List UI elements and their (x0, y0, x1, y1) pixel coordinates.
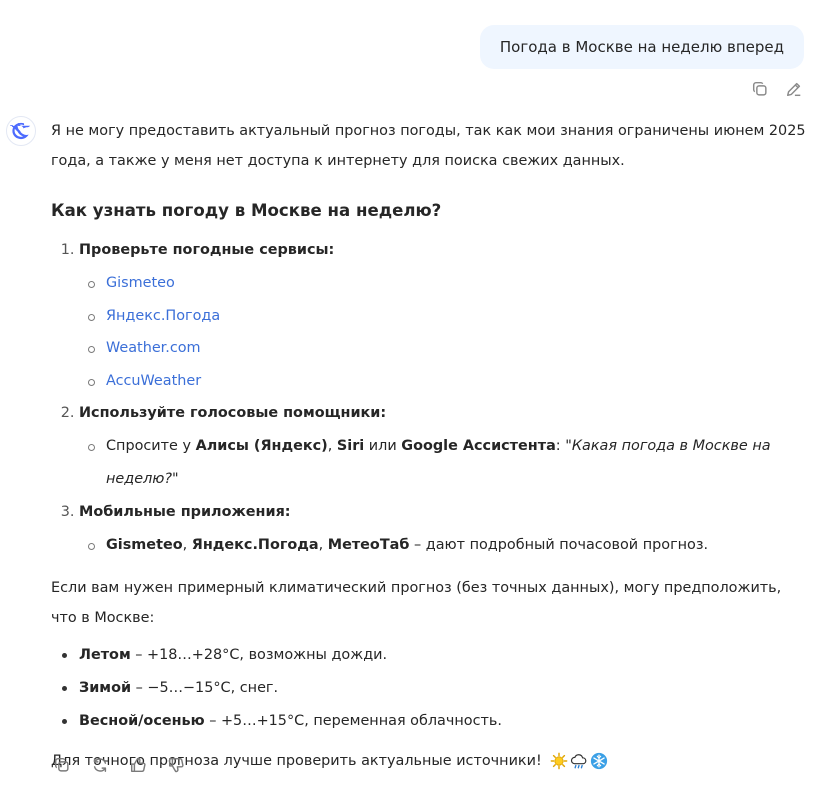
season-winter (79, 672, 811, 705)
mobile-apps-list (79, 529, 811, 562)
link-weather-com[interactable]: Weather.com (106, 340, 201, 357)
season-label: Зимой (79, 680, 132, 697)
climate-intro: Если вам нужен примерный климатический прогноз (без точных данных), могу предположить, что в Москве: (51, 580, 782, 627)
season-text: – +5…+15°C, переменная облачность. (204, 713, 502, 730)
thumbs-down-icon[interactable] (166, 755, 186, 775)
edit-icon[interactable] (784, 79, 804, 99)
app-meteotab: МетеоТаб (327, 536, 410, 553)
text: , (318, 536, 328, 553)
snowflake-emoji (590, 752, 608, 770)
text: , (182, 536, 192, 553)
list-item (106, 365, 811, 398)
link-gismeteo[interactable]: Gismeteo (106, 275, 175, 291)
whale-logo-icon (10, 120, 32, 142)
list-item (106, 332, 811, 365)
app-gismeteo: Gismeteo (106, 536, 183, 553)
weather-services-list (79, 267, 811, 397)
answer-heading: Как узнать погоду в Москве на неделю? (51, 201, 442, 220)
step-3-title: Мобильные приложения: (79, 503, 291, 520)
season-label: Весной/осенью (79, 713, 205, 730)
example-query: Какая погода в Москве на неделю? (106, 438, 771, 487)
weather-emojis (550, 752, 608, 770)
text: : " (555, 438, 572, 455)
regenerate-icon[interactable] (90, 755, 110, 775)
step-2 (79, 397, 811, 495)
user-message-actions (750, 79, 804, 99)
closing-sentence: Для точного прогноза лучше проверить актуальные источники! (51, 753, 542, 770)
season-text: – −5…−15°C, снег. (131, 680, 279, 697)
assistant-avatar (6, 116, 36, 146)
list-item (106, 430, 811, 495)
voice-assistants-list (79, 430, 811, 495)
answer-intro: Я не могу предоставить актуальный прогноз погоды, так как мои знания ограничены июнем 2025 года, а также у меня нет доступа к интернету для поиска свежих данных. (51, 123, 806, 169)
text: , (327, 438, 337, 455)
thumbs-up-icon[interactable] (128, 755, 148, 775)
user-message-bubble (480, 25, 804, 69)
text: или (364, 438, 402, 455)
season-text: – +18…+28°C, возможны дожди. (130, 647, 388, 664)
siri-label: Siri (336, 438, 365, 455)
text: Спросите у (106, 438, 196, 455)
list-item (106, 529, 811, 562)
assistant-answer (51, 116, 811, 776)
step-3 (79, 496, 811, 562)
alice-label: Алисы (Яндекс) (195, 438, 328, 455)
sun-emoji (550, 752, 568, 770)
text: " (172, 470, 179, 487)
season-label: Летом (79, 647, 131, 664)
answer-actions (52, 755, 186, 775)
copy-icon[interactable] (750, 79, 770, 99)
copy-icon[interactable] (52, 755, 72, 775)
text: – дают подробный почасовой прогноз. (409, 536, 709, 553)
seasons-list (51, 639, 811, 738)
season-summer (79, 639, 811, 672)
list-item (106, 300, 811, 333)
season-spring-autumn (79, 705, 811, 738)
app-yandex-pogoda: Яндекс.Погода (191, 536, 319, 553)
link-accuweather[interactable]: AccuWeather (106, 372, 202, 389)
link-yandex-pogoda[interactable]: Яндекс.Погода (106, 307, 221, 324)
rain-cloud-emoji (570, 752, 588, 770)
list-item (106, 267, 811, 300)
step-2-title: Используйте голосовые помощники: (79, 405, 387, 422)
step-1 (79, 234, 811, 397)
steps-list (51, 234, 811, 561)
google-assistant-label: Google Ассистента (401, 438, 556, 455)
user-message-text: Погода в Москве на неделю вперед (499, 38, 784, 56)
step-1-title: Проверьте погодные сервисы: (79, 242, 335, 258)
